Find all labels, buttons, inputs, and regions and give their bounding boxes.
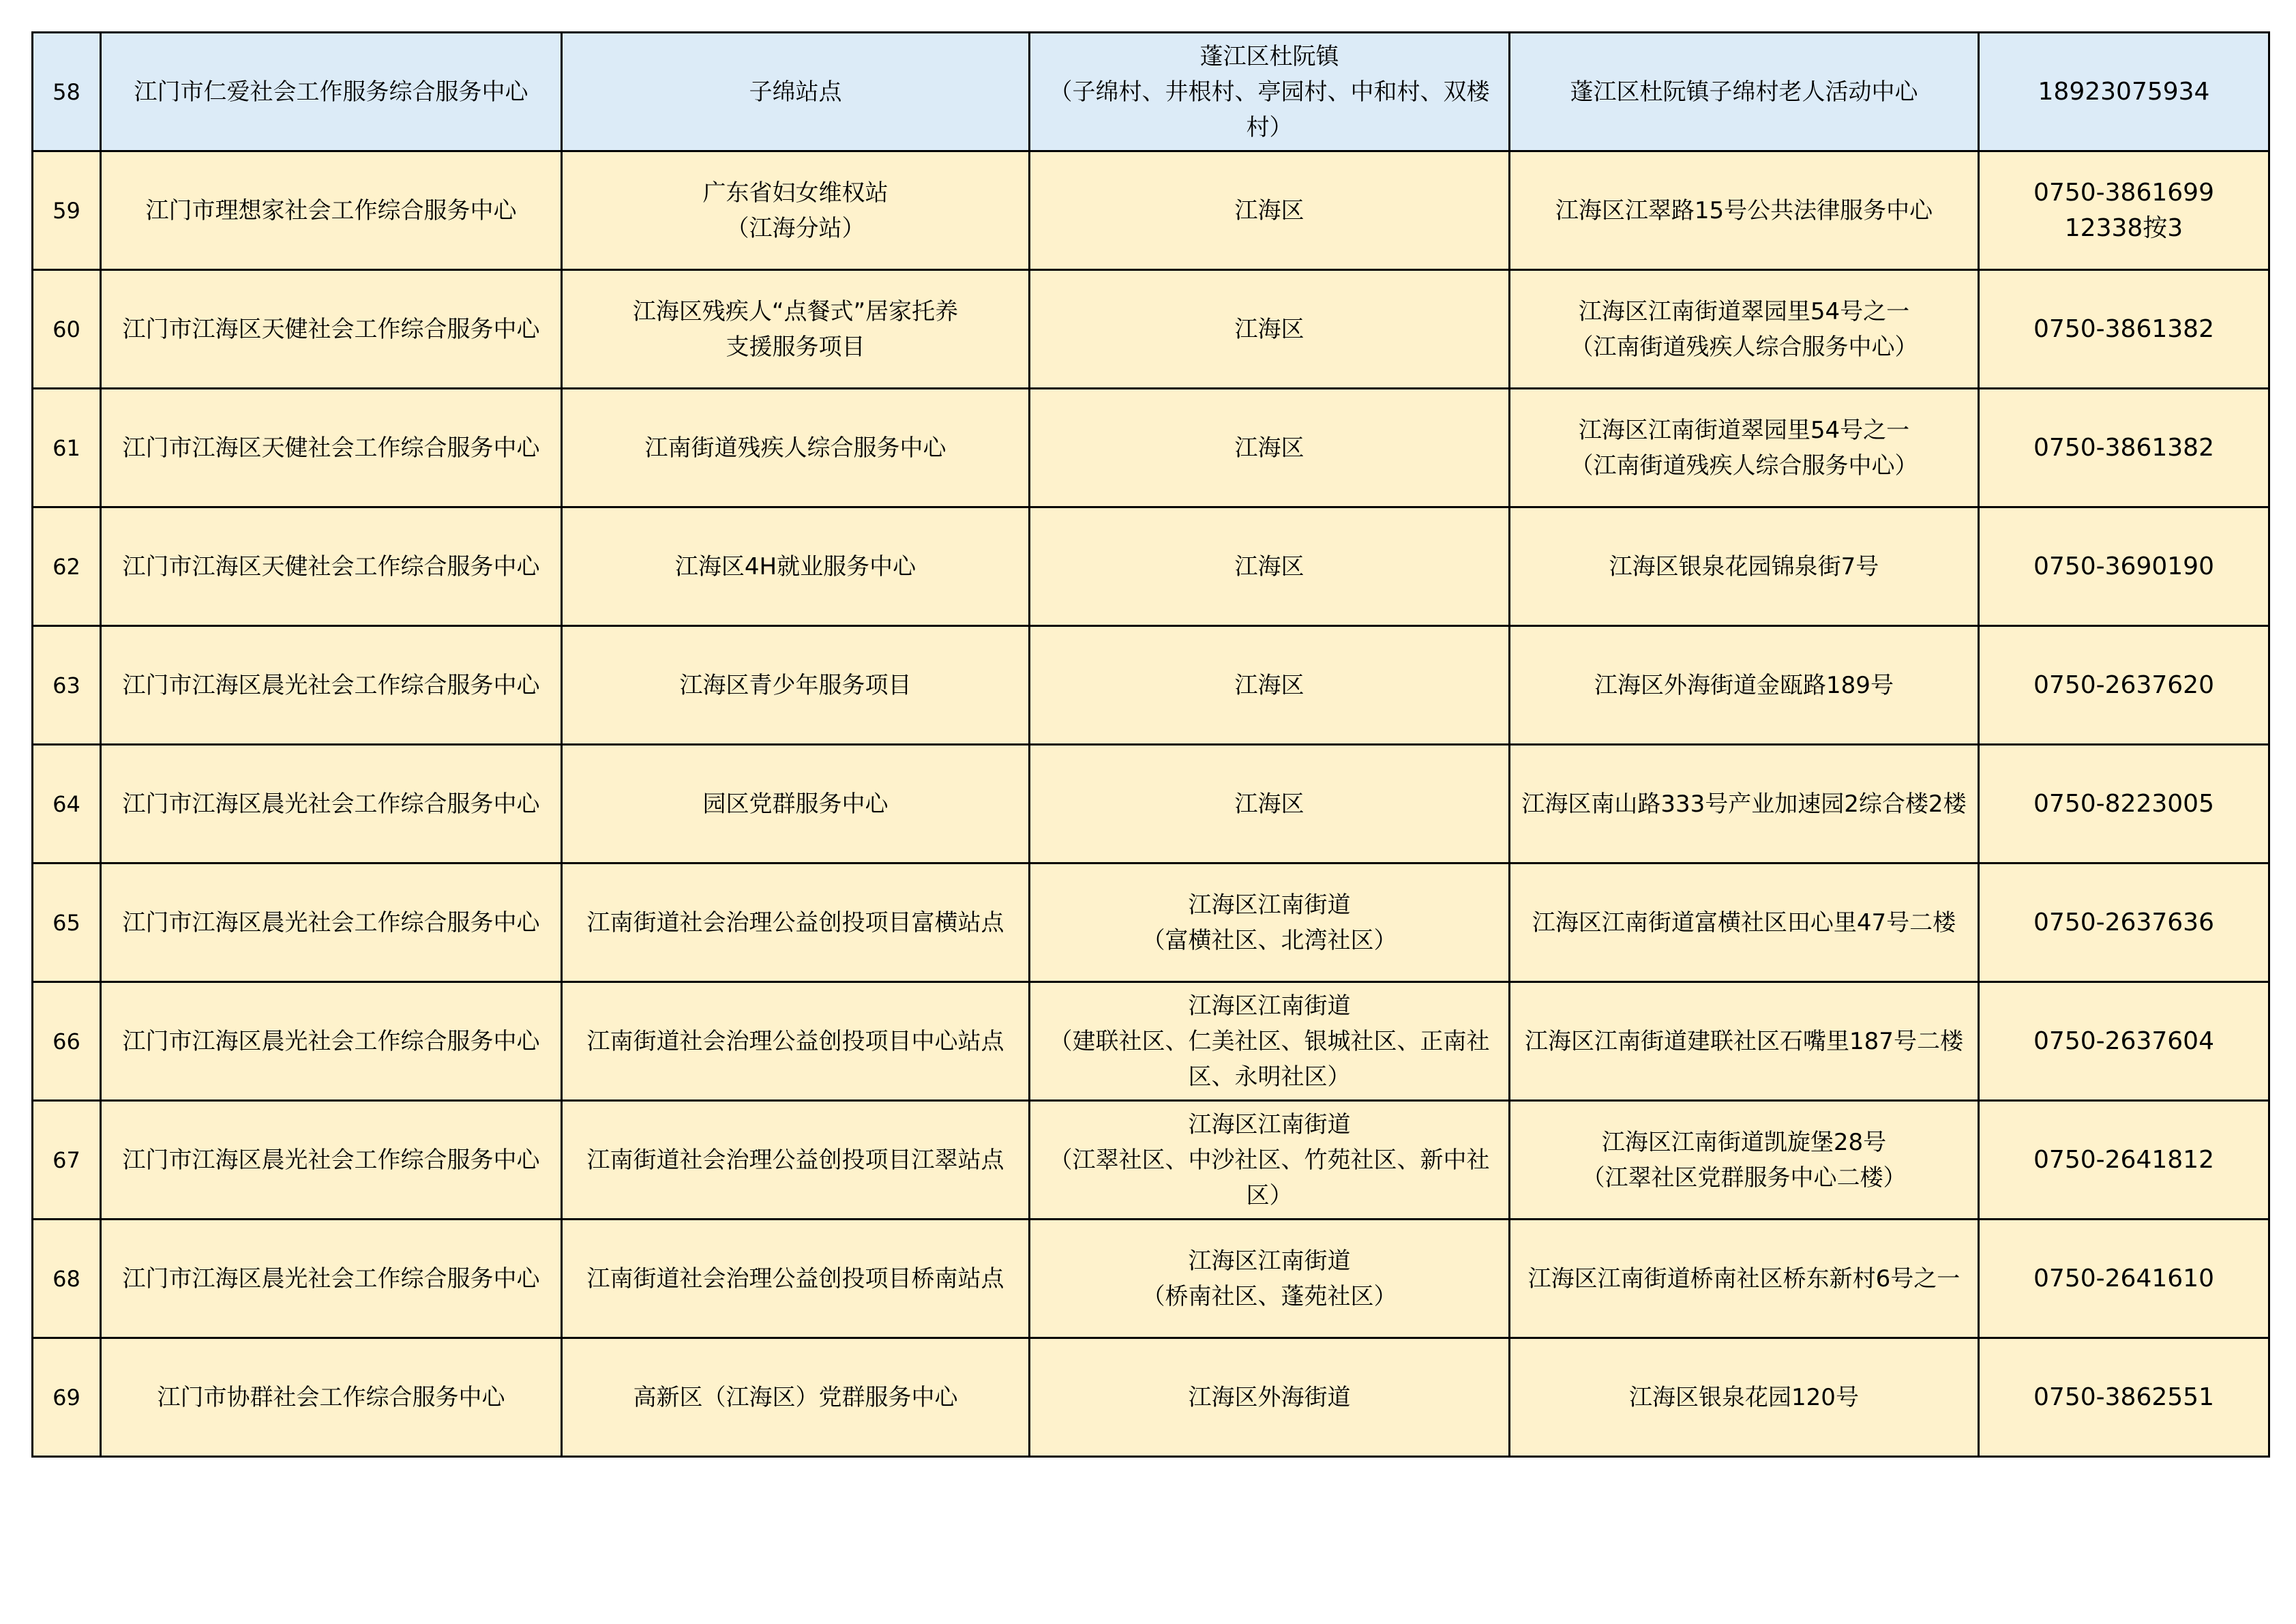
cell-number: 63 xyxy=(33,626,101,745)
cell-address-line: 江海区江南街道翠园里54号之一 xyxy=(1578,416,1910,444)
cell-service-area-line: 江海区江南街道 xyxy=(1188,1247,1351,1275)
cell-project xyxy=(562,1338,1030,1457)
service-center-table xyxy=(31,31,2270,1458)
cell-organization: 江门市协群社会工作综合服务中心 xyxy=(101,1338,562,1457)
cell-number: 65 xyxy=(33,863,101,982)
cell-number: 69 xyxy=(33,1338,101,1457)
service-center-table-page xyxy=(31,31,2268,1458)
cell-project-line: （江海分站） xyxy=(726,214,865,242)
cell-service-area xyxy=(1030,1101,1510,1220)
cell-project-line: 江南街道社会治理公益创投项目江翠站点 xyxy=(586,1146,1004,1174)
table-row xyxy=(33,863,2269,982)
cell-phone xyxy=(1979,745,2269,863)
cell-address xyxy=(1510,745,1979,863)
cell-address xyxy=(1510,1220,1979,1338)
cell-organization: 江门市江海区天健社会工作综合服务中心 xyxy=(101,507,562,626)
cell-address-line: 蓬江区杜阮镇子绵村老人活动中心 xyxy=(1570,78,1918,106)
cell-project-line: 子绵站点 xyxy=(749,78,842,106)
cell-service-area xyxy=(1030,1338,1510,1457)
cell-phone-line: 0750-3690190 xyxy=(2033,552,2214,580)
cell-service-area xyxy=(1030,270,1510,389)
cell-address-line: （江翠社区党群服务中心二楼） xyxy=(1581,1164,1907,1192)
cell-address-line: 江海区江南街道翠园里54号之一 xyxy=(1578,297,1910,325)
cell-address-line: 江海区江南街道凯旋堡28号 xyxy=(1601,1128,1887,1156)
cell-project xyxy=(562,745,1030,863)
cell-phone-line: 0750-2641610 xyxy=(2033,1264,2214,1293)
cell-project xyxy=(562,863,1030,982)
cell-project-line: 江海区4H就业服务中心 xyxy=(674,552,916,580)
cell-organization: 江门市江海区晨光社会工作综合服务中心 xyxy=(101,1101,562,1220)
cell-project xyxy=(562,33,1030,151)
cell-project-line: 江南街道社会治理公益创投项目桥南站点 xyxy=(586,1265,1004,1293)
cell-phone xyxy=(1979,507,2269,626)
cell-address-line: 江海区江南街道富横社区田心里47号二楼 xyxy=(1532,909,1956,936)
cell-project xyxy=(562,389,1030,507)
cell-number: 58 xyxy=(33,33,101,151)
cell-service-area xyxy=(1030,389,1510,507)
cell-address xyxy=(1510,1101,1979,1220)
cell-number: 66 xyxy=(33,982,101,1101)
cell-project-line: 江海区残疾人“点餐式”居家托养 xyxy=(632,297,959,325)
cell-number: 60 xyxy=(33,270,101,389)
cell-address xyxy=(1510,270,1979,389)
cell-phone xyxy=(1979,982,2269,1101)
cell-project-line: 江南街道社会治理公益创投项目中心站点 xyxy=(586,1027,1004,1055)
cell-phone xyxy=(1979,1338,2269,1457)
cell-address xyxy=(1510,982,1979,1101)
table-row xyxy=(33,389,2269,507)
cell-service-area-line: 江海区 xyxy=(1234,315,1304,343)
cell-phone-line: 0750-3861382 xyxy=(2033,433,2214,462)
cell-phone-line: 0750-3861382 xyxy=(2033,314,2214,343)
cell-phone-line: 18923075934 xyxy=(2038,77,2210,106)
cell-number: 59 xyxy=(33,151,101,270)
cell-service-area-line: （桥南社区、蓬苑社区） xyxy=(1142,1282,1397,1310)
cell-phone-line: 0750-2637620 xyxy=(2033,670,2214,699)
cell-address-line: 江海区江南街道桥南社区桥东新村6号之一 xyxy=(1527,1265,1960,1293)
cell-address xyxy=(1510,626,1979,745)
cell-number: 62 xyxy=(33,507,101,626)
table-row xyxy=(33,507,2269,626)
cell-project xyxy=(562,151,1030,270)
cell-organization: 江门市江海区晨光社会工作综合服务中心 xyxy=(101,863,562,982)
cell-project xyxy=(562,982,1030,1101)
cell-phone-line: 0750-2637636 xyxy=(2033,908,2214,936)
cell-organization: 江门市江海区天健社会工作综合服务中心 xyxy=(101,389,562,507)
cell-organization: 江门市理想家社会工作综合服务中心 xyxy=(101,151,562,270)
cell-project xyxy=(562,1101,1030,1220)
cell-organization: 江门市江海区晨光社会工作综合服务中心 xyxy=(101,745,562,863)
cell-phone xyxy=(1979,626,2269,745)
cell-project-line: 江南街道残疾人综合服务中心 xyxy=(644,434,946,462)
cell-project xyxy=(562,270,1030,389)
cell-project-line: 江南街道社会治理公益创投项目富横站点 xyxy=(586,909,1004,936)
cell-phone-line: 0750-3861699 xyxy=(2033,178,2214,207)
cell-phone xyxy=(1979,33,2269,151)
cell-organization: 江门市仁爱社会工作服务综合服务中心 xyxy=(101,33,562,151)
table-row xyxy=(33,745,2269,863)
cell-address-line: 江海区南山路333号产业加速园2综合楼2楼 xyxy=(1521,790,1967,818)
cell-number: 64 xyxy=(33,745,101,863)
cell-service-area-line: 江海区 xyxy=(1234,434,1304,462)
cell-service-area-line: 蓬江区杜阮镇 xyxy=(1199,42,1339,70)
cell-service-area-line: 江海区江南街道 xyxy=(1188,992,1351,1020)
cell-service-area xyxy=(1030,745,1510,863)
cell-service-area-line: 江海区江南街道 xyxy=(1188,891,1351,919)
cell-number: 68 xyxy=(33,1220,101,1338)
cell-phone xyxy=(1979,151,2269,270)
cell-service-area xyxy=(1030,626,1510,745)
cell-address-line: （江南街道残疾人综合服务中心） xyxy=(1570,452,1918,479)
table-row xyxy=(33,1220,2269,1338)
cell-organization: 江门市江海区晨光社会工作综合服务中心 xyxy=(101,626,562,745)
table-row xyxy=(33,982,2269,1101)
table-row xyxy=(33,270,2269,389)
cell-phone xyxy=(1979,863,2269,982)
cell-project-line: 江海区青少年服务项目 xyxy=(679,671,912,699)
cell-service-area xyxy=(1030,982,1510,1101)
cell-service-area-line: （富横社区、北湾社区） xyxy=(1142,926,1397,954)
cell-service-area xyxy=(1030,151,1510,270)
cell-service-area-line: 江海区 xyxy=(1234,671,1304,699)
cell-address xyxy=(1510,151,1979,270)
table-row xyxy=(33,626,2269,745)
cell-address-line: 江海区江翠路15号公共法律服务中心 xyxy=(1555,196,1933,224)
cell-phone-line: 12338按3 xyxy=(2064,213,2183,242)
cell-service-area-line: 江海区外海街道 xyxy=(1188,1383,1351,1411)
cell-organization: 江门市江海区晨光社会工作综合服务中心 xyxy=(101,982,562,1101)
cell-project-line: 高新区（江海区）党群服务中心 xyxy=(633,1383,958,1411)
cell-service-area-line: 江海区 xyxy=(1234,790,1304,818)
table-row xyxy=(33,1101,2269,1220)
cell-project-line: 园区党群服务中心 xyxy=(702,790,889,818)
table-row xyxy=(33,33,2269,151)
cell-service-area-line: （江翠社区、中沙社区、竹苑社区、新中社区） xyxy=(1049,1146,1490,1209)
cell-organization: 江门市江海区晨光社会工作综合服务中心 xyxy=(101,1220,562,1338)
cell-address-line: 江海区江南街道建联社区石嘴里187号二楼 xyxy=(1525,1027,1963,1055)
cell-service-area-line: 江海区 xyxy=(1234,552,1304,580)
cell-address xyxy=(1510,863,1979,982)
cell-project-line: 支援服务项目 xyxy=(726,333,865,361)
cell-phone xyxy=(1979,270,2269,389)
cell-address xyxy=(1510,1338,1979,1457)
cell-phone xyxy=(1979,1101,2269,1220)
cell-phone xyxy=(1979,389,2269,507)
cell-phone-line: 0750-2637604 xyxy=(2033,1027,2214,1055)
cell-organization: 江门市江海区天健社会工作综合服务中心 xyxy=(101,270,562,389)
cell-phone-line: 0750-8223005 xyxy=(2033,789,2214,818)
cell-address xyxy=(1510,507,1979,626)
table-row xyxy=(33,151,2269,270)
cell-number: 61 xyxy=(33,389,101,507)
cell-project-line: 广东省妇女维权站 xyxy=(702,179,889,207)
cell-phone-line: 0750-2641812 xyxy=(2033,1145,2214,1174)
cell-phone xyxy=(1979,1220,2269,1338)
cell-address xyxy=(1510,389,1979,507)
cell-address xyxy=(1510,33,1979,151)
cell-service-area xyxy=(1030,863,1510,982)
cell-address-line: （江南街道残疾人综合服务中心） xyxy=(1570,333,1918,361)
table-row xyxy=(33,1338,2269,1457)
cell-service-area-line: （建联社区、仁美社区、银城社区、正南社区、永明社区） xyxy=(1049,1027,1490,1091)
cell-service-area xyxy=(1030,33,1510,151)
cell-address-line: 江海区外海街道金瓯路189号 xyxy=(1594,671,1894,699)
cell-project xyxy=(562,626,1030,745)
cell-service-area xyxy=(1030,1220,1510,1338)
cell-address-line: 江海区银泉花园锦泉街7号 xyxy=(1609,552,1879,580)
cell-project xyxy=(562,1220,1030,1338)
cell-service-area-line: 江海区江南街道 xyxy=(1188,1110,1351,1138)
cell-service-area-line: （子绵村、井根村、亭园村、中和村、双楼村） xyxy=(1049,78,1490,141)
cell-service-area-line: 江海区 xyxy=(1234,196,1304,224)
cell-project xyxy=(562,507,1030,626)
cell-address-line: 江海区银泉花园120号 xyxy=(1629,1383,1859,1411)
cell-phone-line: 0750-3862551 xyxy=(2033,1383,2214,1411)
cell-number: 67 xyxy=(33,1101,101,1220)
cell-service-area xyxy=(1030,507,1510,626)
table-body xyxy=(33,33,2269,1457)
